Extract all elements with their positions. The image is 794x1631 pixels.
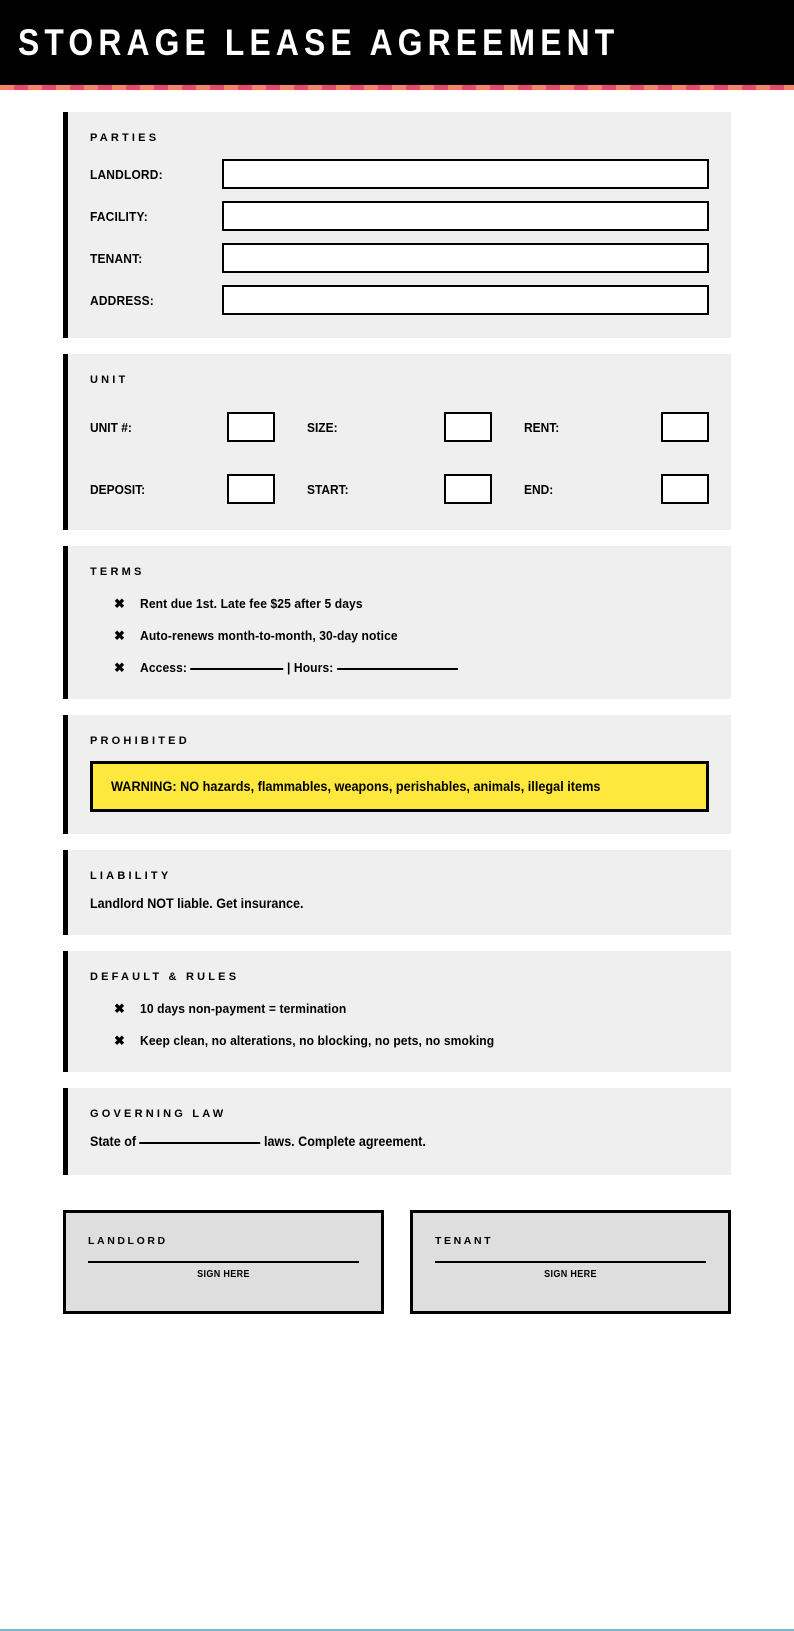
- governing-law-prefix: State of: [90, 1134, 137, 1149]
- signature-block-tenant[interactable]: [410, 1210, 731, 1314]
- size-input[interactable]: [444, 412, 492, 442]
- page-title: STORAGE LEASE AGREEMENT: [18, 21, 620, 63]
- liability-text: Landlord NOT liable. Get insurance.: [90, 896, 304, 911]
- unit-cell-number: [90, 412, 275, 442]
- terms-item-text: Rent due 1st. Late fee $25 after 5 days: [140, 596, 363, 611]
- field-label-size: SIZE:: [307, 419, 338, 435]
- field-row-tenant: [90, 242, 709, 274]
- start-date-input[interactable]: [444, 474, 492, 504]
- cross-bullet-icon: ✖: [114, 628, 125, 643]
- section-title-governing-law: GOVERNING LAW: [90, 1108, 227, 1120]
- facility-input[interactable]: [222, 201, 709, 231]
- field-label-deposit: DEPOSIT:: [90, 481, 146, 497]
- state-input[interactable]: [140, 1142, 261, 1144]
- section-title-liability: LIABILITY: [90, 870, 172, 882]
- unit-row-primary: [90, 412, 709, 442]
- list-item: [90, 1001, 709, 1016]
- cross-bullet-icon: ✖: [114, 1033, 125, 1048]
- section-title-terms: TERMS: [90, 566, 145, 578]
- end-date-input[interactable]: [661, 474, 709, 504]
- access-label: Access:: [140, 660, 188, 675]
- rent-input[interactable]: [661, 412, 709, 442]
- document-header: [0, 0, 794, 85]
- field-label-facility: FACILITY:: [90, 208, 148, 224]
- address-input[interactable]: [222, 285, 709, 315]
- access-hours-line: [140, 660, 458, 675]
- terms-item-text: Auto-renews month-to-month, 30-day notice: [140, 628, 398, 643]
- list-item: [90, 596, 709, 611]
- unit-cell-size: [275, 412, 492, 442]
- field-label-landlord: LANDLORD:: [90, 166, 163, 182]
- field-label-address: ADDRESS:: [90, 292, 154, 308]
- deposit-input[interactable]: [227, 474, 275, 504]
- field-label-end: END:: [524, 481, 554, 497]
- access-input[interactable]: [190, 668, 283, 670]
- field-label-rent: RENT:: [524, 419, 560, 435]
- landlord-input[interactable]: [222, 159, 709, 189]
- section-title-parties: PARTIES: [90, 132, 160, 144]
- signature-area: [63, 1210, 731, 1314]
- unit-cell-start: [275, 474, 492, 504]
- governing-law-line: [90, 1134, 666, 1149]
- section-title-unit: UNIT: [90, 374, 129, 386]
- section-unit: [63, 354, 731, 530]
- section-title-default-rules: DEFAULT & RULES: [90, 971, 240, 983]
- field-label-tenant: TENANT:: [90, 250, 143, 266]
- section-default-rules: [63, 951, 731, 1072]
- governing-law-suffix: laws. Complete agreement.: [263, 1134, 426, 1149]
- unit-cell-end: [492, 474, 709, 504]
- section-prohibited: [63, 715, 731, 834]
- signature-hint-landlord: SIGN HERE: [197, 1269, 250, 1280]
- section-liability: [63, 850, 731, 935]
- unit-cell-deposit: [90, 474, 275, 504]
- signature-role-landlord: LANDLORD: [88, 1235, 168, 1247]
- signature-block-landlord[interactable]: [63, 1210, 384, 1314]
- unit-cell-rent: [492, 412, 709, 442]
- list-item: [90, 628, 709, 643]
- section-governing-law: [63, 1088, 731, 1175]
- field-label-start: START:: [307, 481, 349, 497]
- field-row-address: [90, 284, 709, 316]
- section-terms: [63, 546, 731, 699]
- default-rules-item-text: Keep clean, no alterations, no blocking, no pets, no smoking: [140, 1033, 495, 1048]
- hours-separator-label: | Hours:: [286, 660, 334, 675]
- warning-banner: [90, 761, 709, 812]
- unit-row-secondary: [90, 474, 709, 504]
- section-title-prohibited: PROHIBITED: [90, 735, 190, 747]
- field-row-landlord: [90, 158, 709, 190]
- signature-hint-tenant: SIGN HERE: [544, 1269, 597, 1280]
- list-item-access: [90, 660, 709, 675]
- unit-number-input[interactable]: [227, 412, 275, 442]
- signature-role-tenant: TENANT: [435, 1235, 494, 1247]
- cross-bullet-icon: ✖: [114, 1001, 125, 1016]
- document-body: [0, 90, 794, 1314]
- signature-line-landlord[interactable]: [88, 1261, 359, 1263]
- section-parties: [63, 112, 731, 338]
- field-row-facility: [90, 200, 709, 232]
- hours-input[interactable]: [337, 668, 458, 670]
- list-item: [90, 1033, 709, 1048]
- cross-bullet-icon: ✖: [114, 596, 125, 611]
- field-label-unit-number: UNIT #:: [90, 419, 132, 435]
- cross-bullet-icon: ✖: [114, 660, 125, 675]
- signature-line-tenant[interactable]: [435, 1261, 706, 1263]
- warning-text: WARNING: NO hazards, flammables, weapons, perishables, animals, illegal items: [111, 779, 601, 794]
- default-rules-item-text: 10 days non-payment = termination: [140, 1001, 347, 1016]
- tenant-input[interactable]: [222, 243, 709, 273]
